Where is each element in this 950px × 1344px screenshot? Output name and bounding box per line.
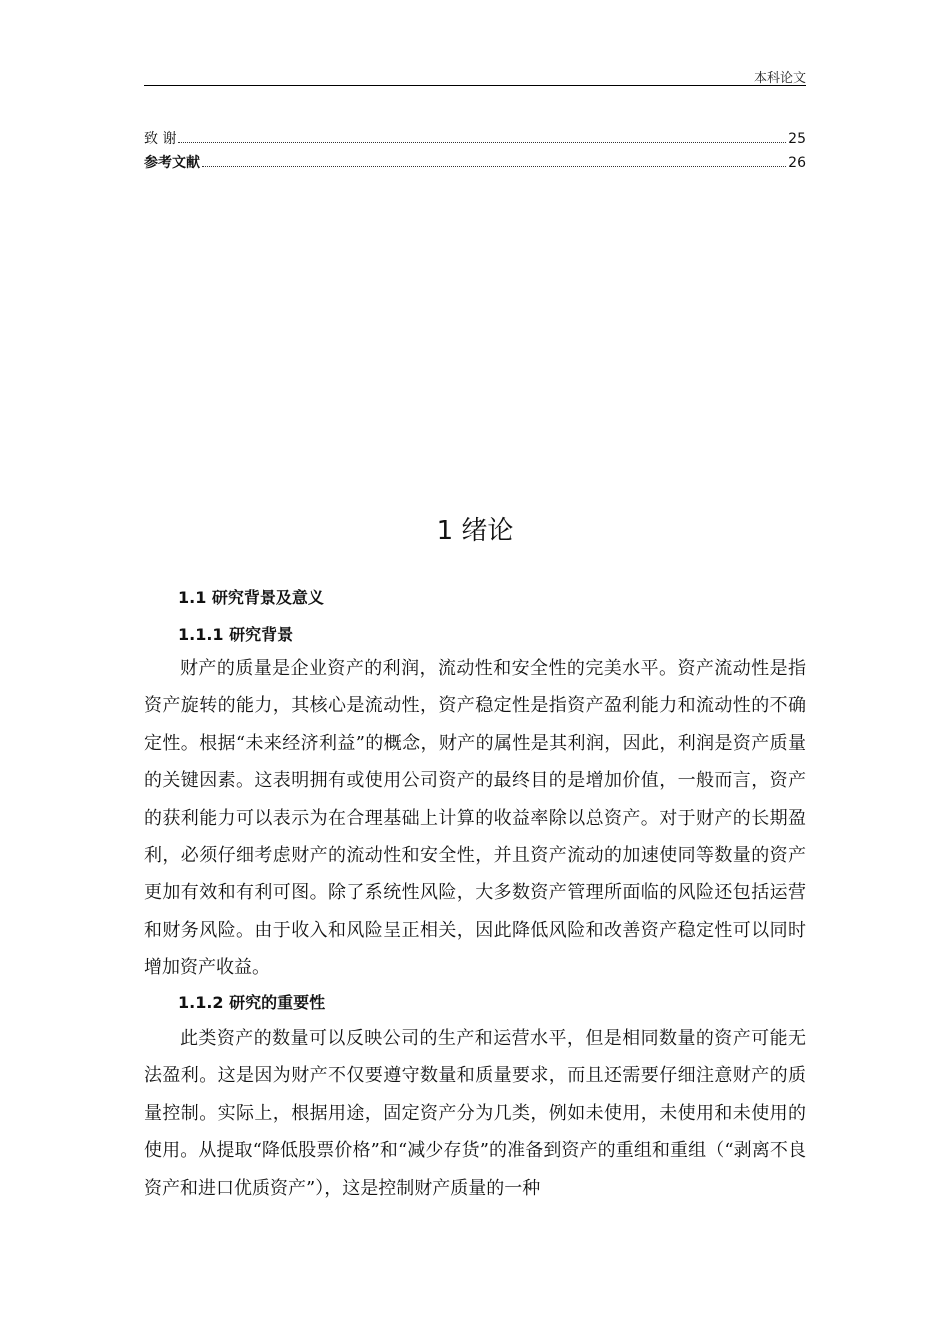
paragraph-research-background: 财产的质量是企业资产的利润，流动性和安全性的完美水平。资产流动性是指资产旋转的能力，其核心是流动性，资产稳定性是指资产盈利能力和流动性的不确定性。根据“未来经济利益”的概念，财产的属性是其利润，因此，利润是资产质量的关键因素。这表明拥有或使用公司资产的最终目的是增加价值，一般而言，资产的获利能力可以表示为在合理基础上计算的收益率除以总资产。对于财产的长期盈利，必须仔细考虑财产的流动性和安全性，并且资产流动的加速使同等数量的资产更加有效和有利可图。除了系统性风险，大多数资产管理所面临的风险还包括运营和财务风险。由于收入和风险呈正相关，因此降低风险和改善资产稳定性可以同时增加资产收益。 (144, 658, 806, 979)
header-rule (144, 85, 806, 86)
paragraph-research-importance: 此类资产的数量可以反映公司的生产和运营水平，但是相同数量的资产可能无法盈利。这是因为财产不仅要遵守数量和质量要求，而且还需要仔细注意财产的质量控制。实际上，根据用途，固定资产分为几类，例如未使用，未使用和未使用的使用。从提取“降低股票价格”和“减少存货”的准备到资产的重组和重组（“剥离不良资产和进口优质资产”），这是控制财产质量的一种 (144, 1028, 806, 1199)
section-heading-1-1-2: 1.1.2 研究的重要性 (178, 993, 326, 1012)
table-of-contents (144, 128, 806, 176)
toc-leader-dots (202, 166, 786, 167)
toc-entry-page: 26 (788, 155, 806, 171)
toc-entry-label: 致 谢 (144, 131, 177, 147)
toc-entry-references[interactable] (144, 152, 806, 176)
section-heading-1-1-1: 1.1.1 研究背景 (178, 625, 294, 644)
section-heading-1-1: 1.1 研究背景及意义 (178, 588, 324, 607)
toc-entry-acknowledgements[interactable] (144, 128, 806, 152)
chapter-title: 1 绪论 (436, 516, 514, 546)
toc-entry-label: 参考文献 (144, 155, 200, 171)
page-header-label: 本科论文 (753, 71, 806, 86)
toc-entry-page: 25 (788, 131, 806, 147)
toc-leader-dots (178, 142, 786, 143)
